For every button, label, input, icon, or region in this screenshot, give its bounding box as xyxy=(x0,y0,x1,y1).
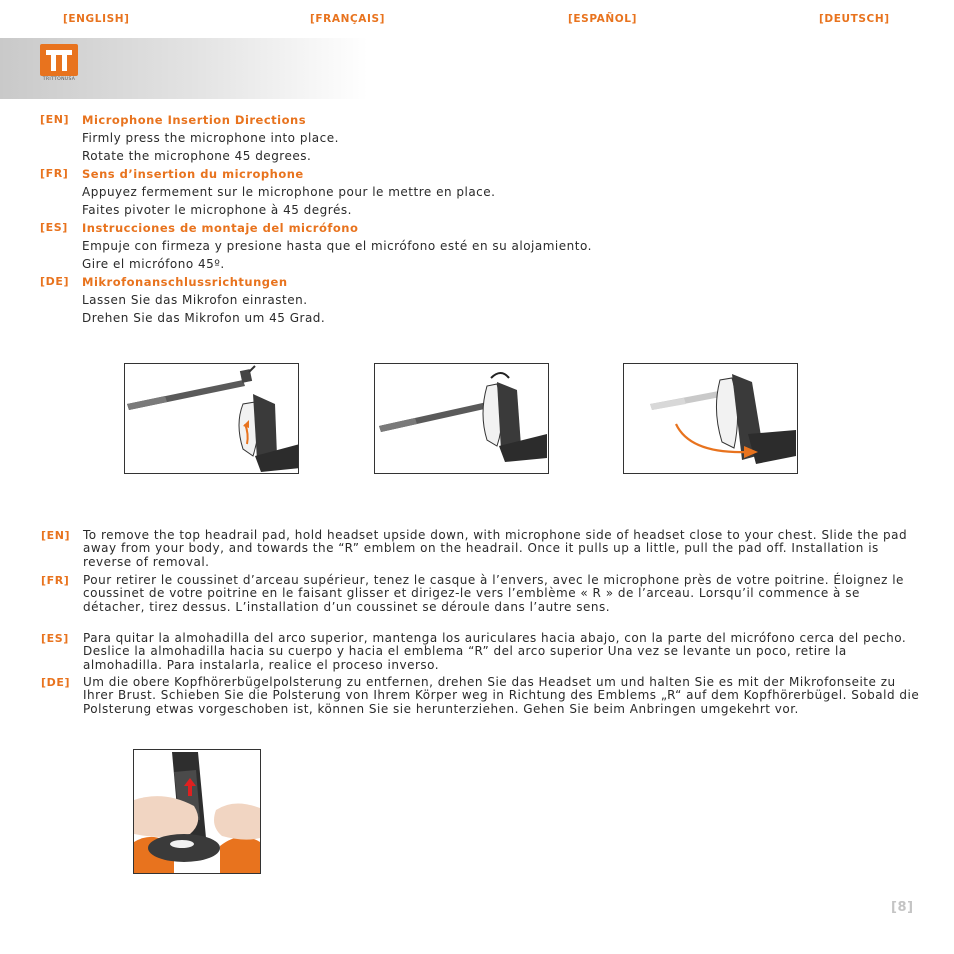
headset-mic-rotation-illustration xyxy=(624,364,797,473)
direction-line: Firmly press the microphone into place. xyxy=(82,131,339,145)
instruction-paragraph-fr: Pour retirer le coussinet d’arceau supérieur, tenez le casque à l’envers, avec le microphone près de votre poitrine. Éloignez le coussinet de votre poitrine en le faisant glisser et dirigez-le vers l’emblème « R » de l’arceau. Lorsqu’il commence à se détacher, tirez dessus. L’installation d’un coussinet se déroule dans l’autre sens. xyxy=(83,573,904,614)
language-nav xyxy=(0,13,954,29)
lang-tag: [DE] xyxy=(41,676,71,689)
instruction-paragraph-de: Um die obere Kopfhörerbügelpolsterung zu entfernen, drehen Sie das Headset um und halten Sie es mit der Mikrofonseite zu Ihrer Brust. Schieben Sie die Polsterung von Ihrem Körper weg in Richtung des Emblems „R“ auf dem Kopfhörerbügel. Sobald die Polsterung etwas vorgeschoben ist, können Sie sie herunterziehen. Gehen Sie beim Anbringen umgekehrt vor. xyxy=(83,675,920,716)
direction-line: Rotate the microphone 45 degrees. xyxy=(82,149,312,163)
lang-tag: [DE] xyxy=(40,275,70,288)
header-banner xyxy=(0,38,368,99)
lang-tag: [FR] xyxy=(40,167,69,180)
lang-tag: [EN] xyxy=(40,113,70,126)
direction-heading: Mikrofonanschlussrichtungen xyxy=(82,275,288,289)
instruction-paragraph-es: Para quitar la almohadilla del arco superior, mantenga los auriculares hacia abajo, con la parte del micrófono cerca del pecho. Deslice la almohadilla hacia su cuerpo y hacia el emblema “R” del arco superior Una vez se levante un poco, retire la almohadilla. Para instalarla, realice el proceso inverso. xyxy=(83,631,907,672)
lang-link-francais[interactable]: [FRANÇAIS] xyxy=(310,13,386,25)
direction-line: Empuje con firmeza y presione hasta que el micrófono esté en su alojamiento. xyxy=(82,239,592,253)
headset-mic-illustration xyxy=(125,364,298,473)
headrail-pad-illustration xyxy=(134,750,260,873)
lang-link-espanol[interactable]: [ESPAÑOL] xyxy=(568,13,637,25)
direction-heading: Instrucciones de montaje del micrófono xyxy=(82,221,359,235)
page-number: [8] xyxy=(891,900,914,915)
logo-wordmark: TRITTONUSA xyxy=(42,77,76,82)
lang-link-deutsch[interactable]: [DEUTSCH] xyxy=(819,13,890,25)
direction-line: Gire el micrófono 45º. xyxy=(82,257,225,271)
direction-line: Appuyez fermement sur le microphone pour le mettre en place. xyxy=(82,185,496,199)
headset-mic-illustration xyxy=(375,364,548,473)
figure-mic-insert-step1 xyxy=(124,363,299,474)
figure-mic-insert-step2 xyxy=(374,363,549,474)
brand-logo xyxy=(40,44,78,82)
direction-heading: Sens d’insertion du microphone xyxy=(82,167,304,181)
lang-link-english[interactable]: [ENGLISH] xyxy=(63,13,130,25)
lang-tag: [ES] xyxy=(40,221,68,234)
lang-tag: [EN] xyxy=(41,529,71,542)
direction-line: Faites pivoter le microphone à 45 degrés. xyxy=(82,203,352,217)
figure-mic-rotate xyxy=(623,363,798,474)
tritton-logo-icon xyxy=(40,44,78,76)
direction-line: Drehen Sie das Mikrofon um 45 Grad. xyxy=(82,311,326,325)
direction-heading: Microphone Insertion Directions xyxy=(82,113,307,127)
lang-tag: [ES] xyxy=(41,632,69,645)
direction-line: Lassen Sie das Mikrofon einrasten. xyxy=(82,293,308,307)
photo-headrail-pad-removal xyxy=(133,749,261,874)
instruction-paragraph-en: To remove the top headrail pad, hold headset upside down, with microphone side of headset close to your chest. Slide the pad away from your body, and towards the “R” emblem on the headrail. Once it pulls up a little, pull the pad off. Installation is reverse of removal. xyxy=(83,528,908,569)
lang-tag: [FR] xyxy=(41,574,70,587)
